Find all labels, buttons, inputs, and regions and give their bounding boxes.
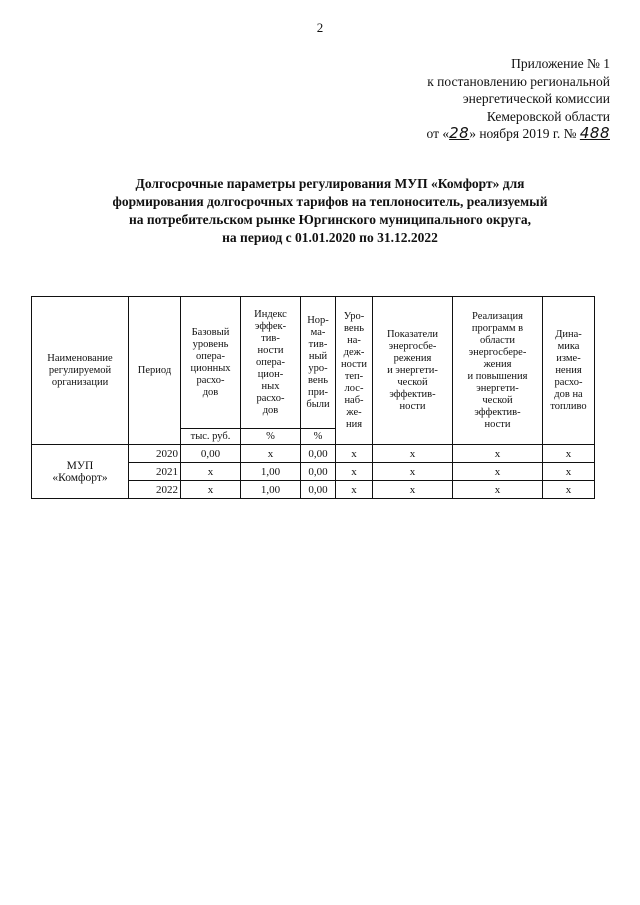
table-cell: х <box>453 445 543 463</box>
table-row <box>32 445 595 463</box>
table-cell: х <box>373 445 453 463</box>
title-line: на период с 01.01.2020 по 31.12.2022 <box>222 230 438 245</box>
header-reliability: Уро- вень на- деж- ности теп- лос- наб- же- ния <box>336 297 373 445</box>
period-cell: 2022 <box>129 481 181 499</box>
title-line: Долгосрочные параметры регулирования МУП «Комфорт» для <box>135 176 525 191</box>
date-prefix: от « <box>426 126 450 141</box>
appendix-date-line <box>370 125 610 143</box>
header-energy-programs: Реализация программ в области энергосбере- жения и повышения энергети- ческой эффектив- ности <box>453 297 543 445</box>
table-cell: х <box>543 463 595 481</box>
table-cell: х <box>453 481 543 499</box>
appendix-line: энергетической комиссии <box>462 91 610 106</box>
header-fuel-dynamics: Дина- мика изме- нения расхо- дов на топливо <box>543 297 595 445</box>
table-cell: 0,00 <box>301 481 336 499</box>
header-period: Период <box>129 297 181 445</box>
document-title <box>80 175 580 247</box>
unit-cell: тыс. руб. <box>181 429 241 445</box>
table-cell: х <box>373 463 453 481</box>
appendix-line: Кемеровской области <box>486 108 610 124</box>
appendix-title: Приложение № 1 <box>511 56 610 71</box>
header-organization: Наименование регулируемой организации <box>32 297 129 445</box>
appendix-line: к постановлению региональной <box>427 73 610 89</box>
parameters-table <box>31 296 595 499</box>
header-energy-indicators: Показатели энергосбе- режения и энергети- ческой эффектив- ности <box>373 297 453 445</box>
title-line: на потребительском рынке Юргинского муниципального округа, <box>128 212 532 227</box>
table-cell: х <box>453 463 543 481</box>
table-cell: х <box>181 481 241 499</box>
table-cell: х <box>373 481 453 499</box>
header-profit-level: Нор- ма- тив- ный уро- вень при- были <box>301 297 336 429</box>
table-cell: 0,00 <box>301 463 336 481</box>
table-cell: х <box>543 445 595 463</box>
appendix-block <box>370 55 610 143</box>
header-base-opex: Базовый уровень опера- ционных расхо- дов <box>181 297 241 429</box>
table-cell: 1,00 <box>241 463 301 481</box>
date-middle: » ноября 2019 г. № <box>469 126 580 141</box>
handwritten-day: 28 <box>449 124 470 142</box>
period-cell: 2020 <box>129 445 181 463</box>
period-cell: 2021 <box>129 463 181 481</box>
unit-cell: % <box>301 429 336 445</box>
header-efficiency-index: Индекс эффек- тив- ности опера- цион- ных расхо- дов <box>241 297 301 429</box>
table-cell: х <box>241 445 301 463</box>
table-cell: 0,00 <box>181 445 241 463</box>
table-cell: х <box>336 463 373 481</box>
table-cell: 0,00 <box>301 445 336 463</box>
title-line: формирования долгосрочных тарифов на теплоноситель, реализуемый <box>112 194 548 209</box>
table-header-row <box>32 297 595 429</box>
table-cell: х <box>336 481 373 499</box>
table-cell: х <box>543 481 595 499</box>
page-number: 2 <box>316 20 324 35</box>
organization-name: МУП «Комфорт» <box>32 445 129 499</box>
table-cell: х <box>181 463 241 481</box>
unit-cell: % <box>241 429 301 445</box>
table-cell: 1,00 <box>241 481 301 499</box>
table-cell: х <box>336 445 373 463</box>
handwritten-number: 488 <box>579 124 610 142</box>
